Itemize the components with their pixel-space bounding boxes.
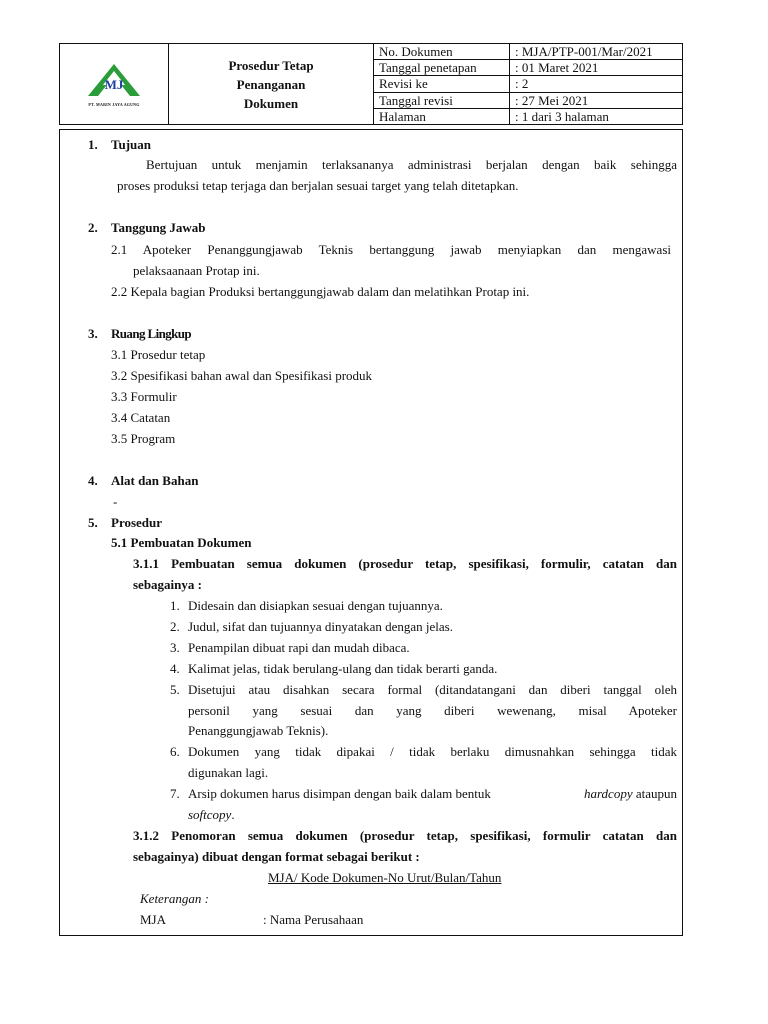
list-item-text: Arsip dokumen harus disimpan dengan baik dalam bentuk [188, 786, 495, 801]
meta-value: : 01 Maret 2021 [515, 60, 599, 76]
list-item: Kalimat jelas, tidak berulang-ulang dan tidak berarti ganda. [188, 661, 498, 676]
list-item: 3.2 Spesifikasi bahan awal dan Spesifikasi produk [111, 368, 373, 383]
list-item-text: ataupun [632, 786, 677, 801]
section-number: 1. [88, 137, 98, 152]
list-item: 3.3 Formulir [111, 389, 177, 404]
list-item-cont: pelaksaanaan Protap ini. [133, 263, 260, 278]
list-item: Disetujui atau disahkan secara formal (ditandatangani dan diberi tanggal oleh [188, 682, 677, 697]
document-number-format: MJA/ Kode Dokumen-No Urut/Bulan/Tahun [268, 870, 502, 885]
list-item: 2.1 Apoteker Penanggungjawab Teknis bertanggung jawab menyiapkan dan mengawasi [111, 242, 671, 257]
keterangan-label: Keterangan : [140, 891, 209, 906]
meta-value: : 27 Mei 2021 [515, 92, 589, 108]
list-number: 4. [170, 661, 180, 676]
list-number: 2. [170, 619, 180, 634]
list-number: 5. [170, 682, 180, 697]
list-item [188, 786, 677, 802]
list-item: 3.1 Prosedur tetap [111, 347, 206, 362]
list-item: 3.5 Program [111, 431, 176, 446]
meta-key: No. Dokumen [374, 44, 510, 59]
logo-caption: PT. MARIN JAYA AGUNG [88, 102, 140, 107]
subsection-heading: 3.1.1 Pembuatan semua dokumen (prosedur tetap, spesifikasi, formulir, catatan dan [133, 556, 677, 571]
meta-value: : MJA/PTP-001/Mar/2021 [515, 44, 653, 59]
list-item-cont [188, 807, 235, 823]
paragraph-line: proses produksi tetap terjaga dan berjalan sesuai target yang telah ditetapkan. [117, 178, 519, 193]
subsection-heading: 3.1.2 Penomoran semua dokumen (prosedur tetap, spesifikasi, formulir catatan dan [133, 828, 677, 843]
subsection-heading-cont: sebagainya) dibuat dengan format sebagai berikut : [133, 849, 420, 864]
company-logo-icon [83, 61, 145, 101]
list-item: 3.4 Catatan [111, 410, 171, 425]
meta-value: : 2 [515, 76, 529, 92]
section-number: 4. [88, 473, 98, 488]
list-item-tail [584, 786, 677, 802]
list-item-cont: personil yang sesuai dan yang diberi wewenang, misal Apoteker [188, 703, 677, 718]
meta-key: Revisi ke [374, 76, 510, 91]
section-title-ruang-lingkup: Ruang Lingkup [111, 326, 192, 341]
company-logo-cell [60, 44, 169, 124]
list-item-term: hardcopy [583, 786, 633, 801]
list-number: 7. [170, 786, 180, 801]
section-title-tujuan: Tujuan [111, 137, 151, 152]
logo-text: MJ [104, 77, 124, 92]
dash: - [113, 494, 118, 509]
section-number: 3. [88, 326, 98, 341]
title-line: Dokumen [243, 95, 299, 111]
meta-key: Tanggal revisi [374, 93, 510, 108]
list-number: 3. [170, 640, 180, 655]
list-number: 6. [170, 744, 180, 759]
section-title-prosedur: Prosedur [111, 515, 163, 530]
document-header [59, 43, 683, 125]
list-number: 1. [170, 598, 180, 613]
list-item: Dokumen yang tidak dipakai / tidak berlaku dimusnahkan sehingga tidak [188, 744, 677, 759]
meta-row [374, 93, 682, 109]
section-number: 5. [88, 515, 98, 530]
list-item-text: . [231, 807, 235, 822]
document-title-cell [169, 44, 374, 124]
section-title-alat-bahan: Alat dan Bahan [111, 473, 199, 488]
keterangan-value: : Nama Perusahaan [263, 912, 364, 927]
list-item-cont: digunakan lagi. [188, 765, 269, 780]
meta-row [374, 76, 682, 92]
subsection-heading-cont: sebagainya : [133, 577, 202, 592]
document-meta-table [374, 44, 682, 124]
section-title-tanggung-jawab: Tanggung Jawab [111, 220, 206, 235]
subsection-title: 5.1 Pembuatan Dokumen [111, 535, 252, 550]
list-item-cont: Penanggungjawab Teknis). [188, 723, 329, 738]
meta-key: Halaman [374, 109, 510, 124]
keterangan-key: MJA [140, 912, 167, 927]
list-item: 2.2 Kepala bagian Produksi bertanggungjawab dalam dan melatihkan Protap ini. [111, 284, 530, 299]
paragraph-line: Bertujuan untuk menjamin terlaksananya administrasi berjalan dengan baik sehingga [146, 157, 677, 172]
list-item: Judul, sifat dan tujuannya dinyatakan dengan jelas. [188, 619, 453, 634]
title-line: Prosedur Tetap [228, 57, 314, 73]
document-body [59, 129, 683, 936]
meta-row [374, 109, 682, 124]
meta-row [374, 44, 682, 60]
list-item-term: softcopy [188, 807, 232, 822]
list-item: Penampilan dibuat rapi dan mudah dibaca. [188, 640, 410, 655]
list-item: Didesain dan disiapkan sesuai dengan tujuannya. [188, 598, 443, 613]
title-line: Penanganan [236, 76, 306, 92]
section-number: 2. [88, 220, 98, 235]
meta-value: : 1 dari 3 halaman [515, 108, 609, 124]
meta-key: Tanggal penetapan [374, 60, 510, 75]
meta-row [374, 60, 682, 76]
